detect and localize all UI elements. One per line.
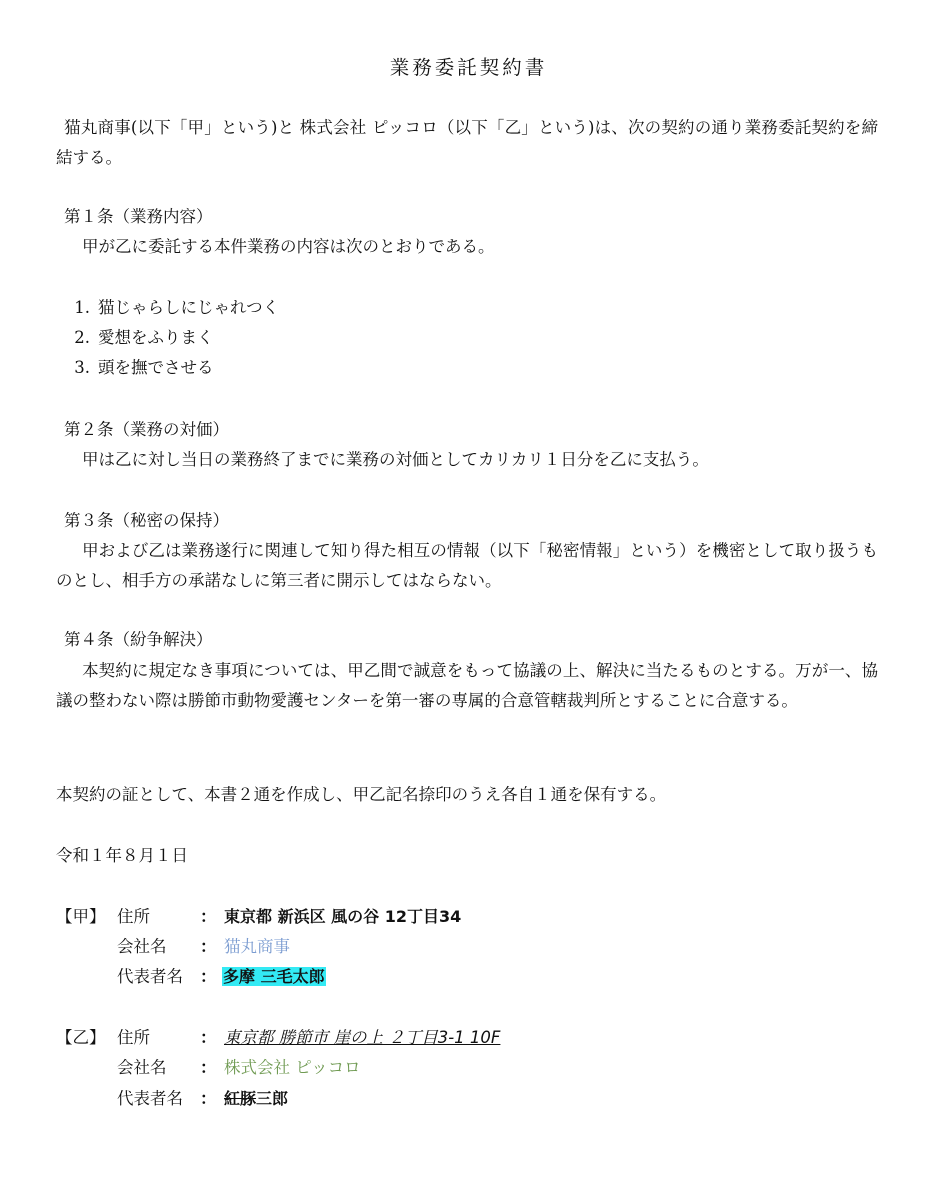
- colon: ：: [200, 967, 217, 986]
- colon: ：: [200, 1028, 217, 1047]
- party-otsu-rep: [224, 1087, 288, 1111]
- party-otsu-address: 東京都 勝節市 崖の上 ２丁目3-1 10F: [224, 1028, 501, 1047]
- list-item: [64, 326, 214, 350]
- colon: ：: [200, 907, 217, 926]
- colon: ：: [200, 1089, 217, 1108]
- party-otsu-rep-last: 三郎: [256, 1089, 289, 1108]
- intro-paragraph: [56, 113, 878, 173]
- article-2-body: 甲は乙に対し当日の業務終了までに業務の対価としてカリカリ１日分を乙に支払う。: [82, 450, 709, 469]
- article-3-heading: 第３条（秘密の保持）: [64, 511, 229, 530]
- party-otsu-tag: 【乙】: [56, 1028, 106, 1047]
- article-3-text: 甲および乙は業務遂行に関連して知り得た相互の情報（以下「秘密情報」という）を機密として取り扱うものとし、相手方の承諾なしに第三者に開示してはならない。: [56, 541, 878, 590]
- article-3-body: [56, 536, 878, 596]
- article-2-heading: 第２条（業務の対価）: [64, 420, 229, 439]
- list-item-text: 頭を撫でさせる: [98, 358, 214, 377]
- list-item: [64, 356, 214, 380]
- colon: ：: [200, 937, 217, 956]
- party-ko-rep-highlight: 多摩 三毛太郎: [223, 967, 325, 986]
- article-4-body: [56, 656, 878, 716]
- list-item-text: 愛想をふりまく: [98, 328, 214, 347]
- party-otsu-rep-label: 代表者名: [117, 1089, 183, 1108]
- party-otsu-rep-first: 紅豚: [224, 1089, 257, 1108]
- article-4-heading: 第４条（紛争解決）: [64, 630, 213, 649]
- list-item: [64, 296, 279, 320]
- party-ko-company-label: 会社名: [117, 937, 167, 956]
- contract-date: 令和１年８月１日: [56, 846, 188, 865]
- party-ko-rep-label: 代表者名: [117, 967, 183, 986]
- closing-statement: 本契約の証として、本書２通を作成し、甲乙記名捺印のうえ各自１通を保有する。: [56, 785, 667, 804]
- list-item-number: 3.: [74, 358, 90, 377]
- intro-text: 猫丸商事(以下「甲」という)と 株式会社 ピッコロ（以下「乙」という)は、次の契約の通り業務委託契約を締結する。: [56, 118, 878, 167]
- party-ko-address: 東京都 新浜区 風の谷 12丁目34: [224, 907, 462, 926]
- party-otsu-company: 株式会社 ピッコロ: [224, 1058, 361, 1077]
- article-1-body: 甲が乙に委託する本件業務の内容は次のとおりである。: [82, 237, 495, 256]
- party-ko-rep: [222, 965, 326, 989]
- article-1-heading: 第１条（業務内容）: [64, 207, 213, 226]
- party-otsu-address-label: 住所: [117, 1028, 150, 1047]
- list-item-number: 1.: [74, 298, 90, 317]
- list-item-number: 2.: [74, 328, 90, 347]
- article-4-text: 本契約に規定なき事項については、甲乙間で誠意をもって協議の上、解決に当たるものとする。万が一、協議の整わない際は勝節市動物愛護センターを第一審の専属的合意管轄裁判所とすることに合意する。: [56, 661, 878, 710]
- party-ko-address-label: 住所: [117, 907, 150, 926]
- party-ko-tag: 【甲】: [56, 907, 106, 926]
- party-otsu-company-label: 会社名: [117, 1058, 167, 1077]
- party-ko-company: 猫丸商事: [224, 937, 290, 956]
- colon: ：: [200, 1058, 217, 1077]
- document-title: 業務委託契約書: [389, 56, 548, 79]
- list-item-text: 猫じゃらしにじゃれつく: [98, 298, 280, 317]
